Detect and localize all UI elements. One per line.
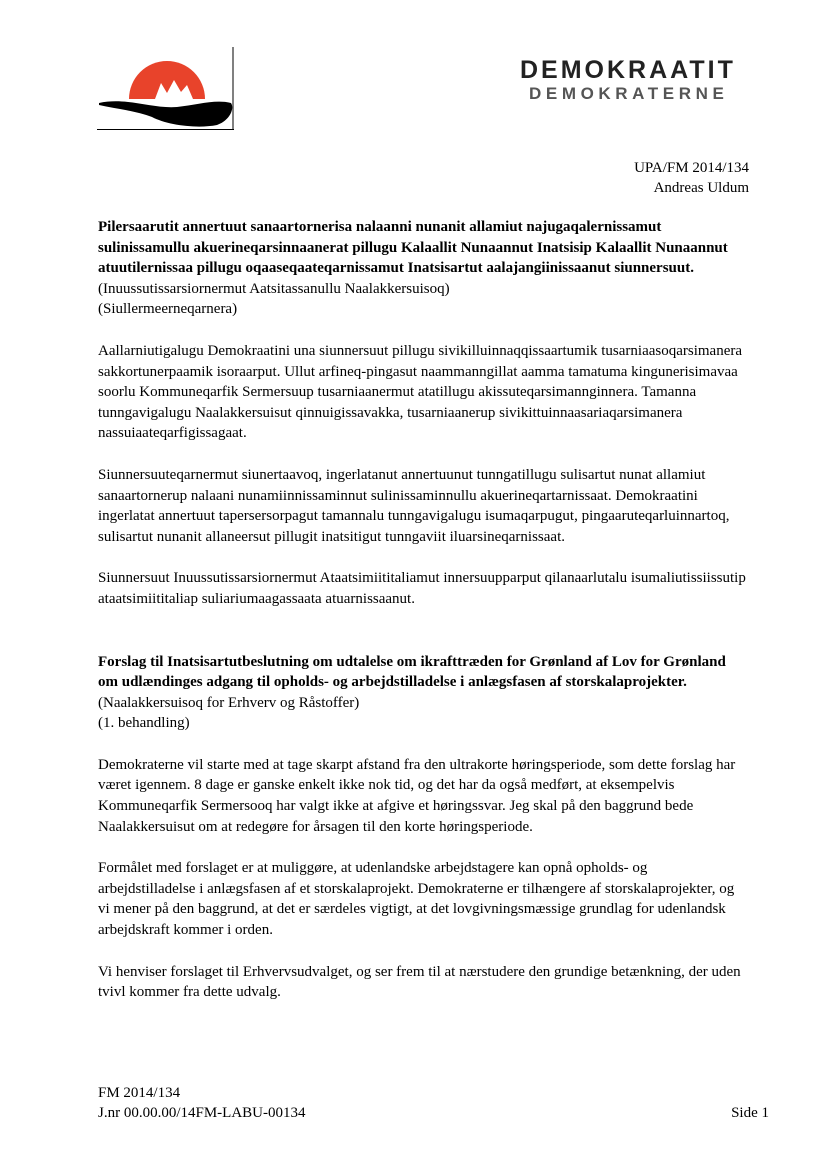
- section-danish: [98, 652, 748, 734]
- paragraph: Vi henviser forslaget til Erhvervsudvalget, og ser frem til at nærstudere den grundige betænkning, der uden tvivl kommer fra dette udvalg.: [98, 963, 741, 1001]
- page-number: Side 1: [731, 1105, 769, 1121]
- document-body: [98, 217, 748, 1024]
- paragraph: Aallarniutigalugu Demokraatini una siunnersuut pillugu sivikilluinnaqqissaartumik tusarniaasoqarsimanera sakkortunerpaamik isoraarput. Ullut arfineq-pingasut naammanngillat aamma tamatuma kingunerisimavaa soorlu Kommuneqarfik Sermersuup tusarniaanermut atatillugu akissuteqarsimannginnera. Tamanna tunngavigalugu Naalakkersuisut qinnuigissavakka, tusarniaanerup sivikittuinnaasariaqarsimanera nassuiaateqarfigissagaat.: [98, 342, 743, 442]
- party-name-wordmark: [520, 56, 750, 104]
- section-reading: (Siullermeerneqarnera): [98, 301, 238, 318]
- brand-name-greenlandic: DEMOKRAATIT: [520, 56, 736, 84]
- paragraph: Siunnersuut Inuussutissarsiornermut Ataatsimiititaliamut innersuupparput qilanaarlutalu isumaliutissiissutip ataatsimiititaliap suliariumaagassaata atuarnissaanut.: [98, 570, 746, 607]
- footer-case-number: FM 2014/134: [98, 1085, 181, 1101]
- section-greenlandic: [98, 217, 748, 320]
- section-title: Forslag til Inatsisartutbeslutning om udtalelse om ikrafttræden for Grønland af Lov for Grønland om udlændinges adgang til opholds- og arbejdstilladelse i anlægsfasen af storskalaprojekter.: [98, 653, 726, 691]
- section-reading: (1. behandling): [98, 715, 190, 732]
- case-number: UPA/FM 2014/134: [634, 160, 749, 176]
- paragraph: Demokraterne vil starte med at tage skarpt afstand fra den ultrakorte høringsperiode, som dette forslag har været igennem. 8 dage er ganske enkelt ikke nok tid, og det har da også medført, at eksempelvis Kommuneqarfik Sermersooq har valgt ikke at afgive et høringssvar. Jeg skal på den baggrund bede Naalakkersuisut om at redegøre for årsagen til den korte høringsperiode.: [98, 756, 736, 835]
- section-title: Pilersaarutit annertuut sanaartornerisa nalaanni nunanit allamiut najugaqalernissamut sulinissamullu akuerineqarsinnaanerat pillugu Kalaallit Nunaannut Inatsisip Kalaallit Nunaannut atuutilernissaa pillugu oqaaseqaateqarnissamut Inatsisartut aalajangiinissaanut siunnersuut.: [98, 219, 728, 277]
- document-reference: [634, 158, 749, 198]
- page-footer: [98, 1083, 306, 1123]
- paragraph: Formålet med forslaget er at muliggøre, at udenlandske arbejdstagere kan opnå opholds- og arbejdstilladelse i anlægsfasen af et storskalaprojekt. Demokraterne er tilhængere af storskalaprojekter, og vi mener på den baggrund, at det er særdeles vigtigt, at det lovgivningsmæssige grundlag for udenlandsk arbejdskraft kommer i orden.: [98, 860, 735, 939]
- author-name: Andreas Uldum: [653, 180, 749, 196]
- footer-journal-number: J.nr 00.00.00/14FM-LABU-00134: [98, 1105, 306, 1121]
- brand-name-danish: DEMOKRATERNE: [529, 84, 729, 103]
- paragraph: Siunnersuuteqarnermut siunertaavoq, ingerlatanut annertuunut tunngatillugu sulisartut nunat allamiut sanaartornerup nalaani nunamiinnissaminnut sulinissaminnullu akuerineqartarnissaat. Demokraatini ingerlatat annertuut tapersersorpagut tamannalu tunngavigalugu isumaqarpugut, pingaaruteqarluinnartoq, sulisartut nunanit allaneersut pillugit inatsitigut tunngaviit iluarsineqarnissaat.: [98, 466, 730, 545]
- demokraatit-sun-logo-icon: [97, 47, 234, 130]
- section-subtitle: (Inuussutissarsiornermut Aatsitassanullu Naalakkersuisoq): [98, 280, 450, 297]
- section-subtitle: (Naalakkersuisoq for Erhverv og Råstoffer): [98, 694, 360, 711]
- party-logo: [97, 47, 234, 130]
